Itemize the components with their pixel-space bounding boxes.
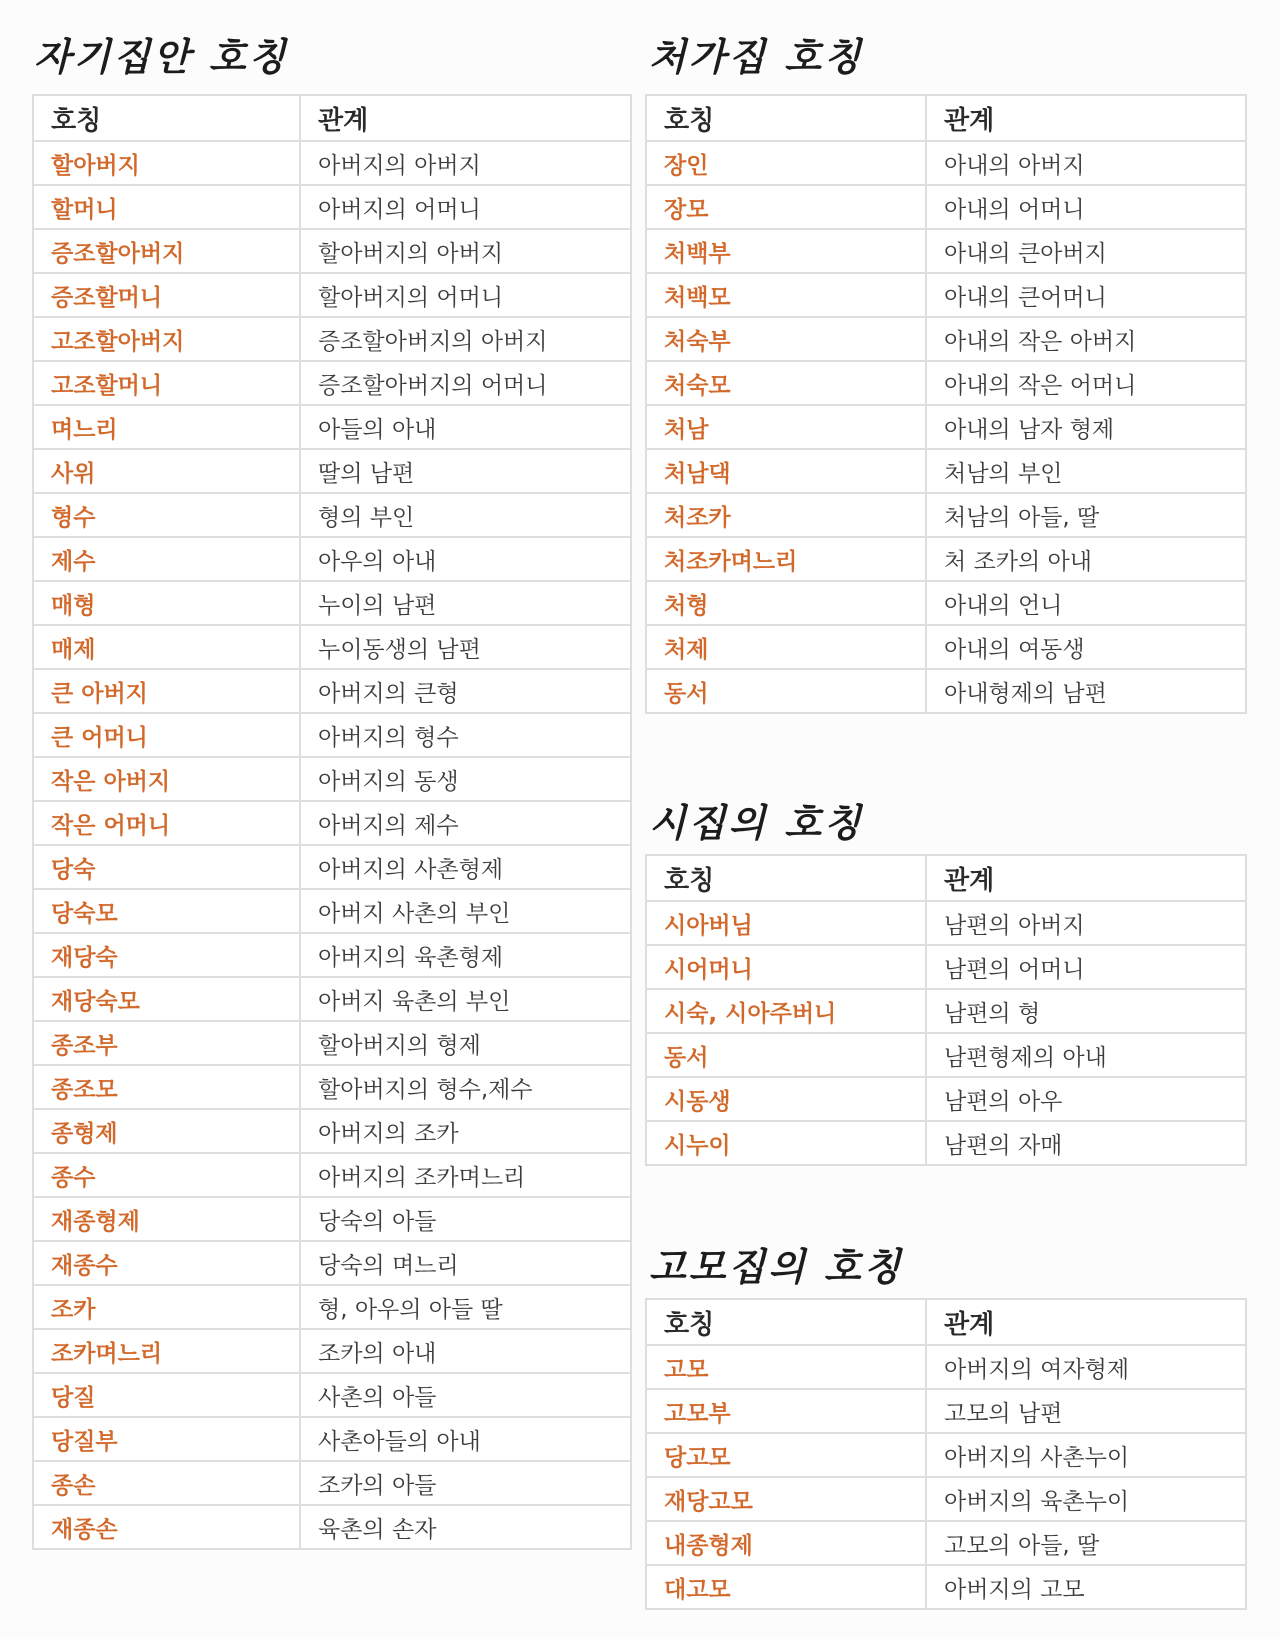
kinship-relation: 아내형제의 남편 — [926, 669, 1246, 713]
kinship-relation: 할아버지의 형수,제수 — [300, 1065, 631, 1109]
kinship-term: 매제 — [33, 625, 300, 669]
table-row — [646, 185, 1246, 229]
kinship-term: 처조카며느리 — [646, 537, 926, 581]
kinship-term: 장인 — [646, 141, 926, 185]
kinship-relation: 아내의 큰아버지 — [926, 229, 1246, 273]
kinship-table — [32, 94, 632, 1550]
table-row — [646, 1565, 1246, 1609]
section-title: 자기집안 호칭 — [34, 34, 289, 79]
header-relation: 관계 — [300, 95, 631, 141]
kinship-term: 재종손 — [33, 1505, 300, 1549]
kinship-term: 장모 — [646, 185, 926, 229]
table-row — [33, 1373, 631, 1417]
table-row — [33, 757, 631, 801]
kinship-relation: 고모의 남편 — [926, 1389, 1246, 1433]
table-row — [646, 581, 1246, 625]
kinship-term: 처남댁 — [646, 449, 926, 493]
kinship-relation: 증조할아버지의 아버지 — [300, 317, 631, 361]
kinship-term: 증조할머니 — [33, 273, 300, 317]
kinship-table — [645, 94, 1247, 714]
kinship-relation: 당숙의 며느리 — [300, 1241, 631, 1285]
kinship-term: 종조모 — [33, 1065, 300, 1109]
table-row — [33, 1197, 631, 1241]
kinship-term: 고조할머니 — [33, 361, 300, 405]
table-row — [33, 493, 631, 537]
kinship-relation: 아버지의 형수 — [300, 713, 631, 757]
kinship-term: 처백부 — [646, 229, 926, 273]
table-row — [33, 933, 631, 977]
table-row — [33, 537, 631, 581]
table-row — [646, 1389, 1246, 1433]
section-title: 처가집 호칭 — [649, 34, 864, 79]
kinship-term: 처남 — [646, 405, 926, 449]
kinship-term: 큰 어머니 — [33, 713, 300, 757]
table-row — [33, 1417, 631, 1461]
kinship-relation: 할아버지의 형제 — [300, 1021, 631, 1065]
kinship-relation: 남편의 어머니 — [926, 945, 1246, 989]
table-row — [33, 1285, 631, 1329]
table-row — [646, 989, 1246, 1033]
kinship-term: 재종형제 — [33, 1197, 300, 1241]
kinship-term: 작은 어머니 — [33, 801, 300, 845]
kinship-relation: 형, 아우의 아들 딸 — [300, 1285, 631, 1329]
kinship-term: 재당숙모 — [33, 977, 300, 1021]
kinship-relation: 남편형제의 아내 — [926, 1033, 1246, 1077]
table-row — [646, 493, 1246, 537]
kinship-relation: 아버지의 어머니 — [300, 185, 631, 229]
kinship-term: 고조할아버지 — [33, 317, 300, 361]
kinship-term: 사위 — [33, 449, 300, 493]
kinship-term: 처형 — [646, 581, 926, 625]
table-row — [33, 1461, 631, 1505]
kinship-term: 동서 — [646, 1033, 926, 1077]
kinship-term: 증조할아버지 — [33, 229, 300, 273]
kinship-term: 매형 — [33, 581, 300, 625]
table-row — [33, 1109, 631, 1153]
header-relation: 관계 — [926, 1299, 1246, 1345]
kinship-relation: 아버지의 사촌누이 — [926, 1433, 1246, 1477]
header-term: 호칭 — [33, 95, 300, 141]
kinship-relation: 아버지 사촌의 부인 — [300, 889, 631, 933]
table-row — [33, 889, 631, 933]
table-row — [33, 1505, 631, 1549]
kinship-relation: 아내의 작은 아버지 — [926, 317, 1246, 361]
kinship-term: 당고모 — [646, 1433, 926, 1477]
table-row — [646, 141, 1246, 185]
kinship-relation: 아내의 큰어머니 — [926, 273, 1246, 317]
table-row — [646, 1033, 1246, 1077]
table-row — [646, 229, 1246, 273]
kinship-term: 당숙 — [33, 845, 300, 889]
kinship-relation: 남편의 자매 — [926, 1121, 1246, 1165]
table-row — [33, 581, 631, 625]
kinship-relation: 아버지의 사촌형제 — [300, 845, 631, 889]
table-row — [646, 669, 1246, 713]
kinship-relation: 아버지의 고모 — [926, 1565, 1246, 1609]
kinship-relation: 아내의 어머니 — [926, 185, 1246, 229]
kinship-relation: 증조할아버지의 어머니 — [300, 361, 631, 405]
table-row — [33, 317, 631, 361]
kinship-term: 종형제 — [33, 1109, 300, 1153]
header-term: 호칭 — [646, 95, 926, 141]
table-row — [33, 361, 631, 405]
kinship-relation: 아버지의 육촌형제 — [300, 933, 631, 977]
kinship-relation: 처남의 아들, 딸 — [926, 493, 1246, 537]
kinship-relation: 남편의 아버지 — [926, 901, 1246, 945]
table-body — [646, 901, 1246, 1165]
kinship-relation: 아버지의 동생 — [300, 757, 631, 801]
kinship-relation: 처 조카의 아내 — [926, 537, 1246, 581]
kinship-term: 할아버지 — [33, 141, 300, 185]
section-title: 시집의 호칭 — [649, 800, 864, 845]
kinship-relation: 아내의 남자 형제 — [926, 405, 1246, 449]
kinship-term: 며느리 — [33, 405, 300, 449]
kinship-relation: 당숙의 아들 — [300, 1197, 631, 1241]
table-row — [646, 1345, 1246, 1389]
kinship-relation: 누이동생의 남편 — [300, 625, 631, 669]
kinship-term: 조카 — [33, 1285, 300, 1329]
table-header-row — [646, 95, 1246, 141]
table-row — [646, 945, 1246, 989]
table-row — [33, 449, 631, 493]
table-row — [33, 977, 631, 1021]
table-row — [646, 625, 1246, 669]
kinship-table — [645, 854, 1247, 1166]
table-row — [646, 537, 1246, 581]
table-row — [646, 901, 1246, 945]
kinship-term: 시아버님 — [646, 901, 926, 945]
kinship-relation: 딸의 남편 — [300, 449, 631, 493]
kinship-relation: 누이의 남편 — [300, 581, 631, 625]
table-row — [33, 405, 631, 449]
table-row — [646, 1477, 1246, 1521]
kinship-term: 고모부 — [646, 1389, 926, 1433]
kinship-term: 당숙모 — [33, 889, 300, 933]
table-row — [646, 405, 1246, 449]
section-title: 고모집의 호칭 — [649, 1244, 904, 1289]
kinship-term: 재종수 — [33, 1241, 300, 1285]
table-row — [33, 713, 631, 757]
table-row — [33, 141, 631, 185]
kinship-term: 할머니 — [33, 185, 300, 229]
table-row — [33, 1021, 631, 1065]
header-relation: 관계 — [926, 95, 1246, 141]
table-row — [33, 1153, 631, 1197]
table-row — [646, 1121, 1246, 1165]
kinship-relation: 아내의 작은 어머니 — [926, 361, 1246, 405]
kinship-term: 시동생 — [646, 1077, 926, 1121]
kinship-term: 시숙, 시아주버니 — [646, 989, 926, 1033]
kinship-relation: 아버지의 여자형제 — [926, 1345, 1246, 1389]
kinship-term: 동서 — [646, 669, 926, 713]
kinship-term: 형수 — [33, 493, 300, 537]
kinship-term: 처백모 — [646, 273, 926, 317]
kinship-term: 고모 — [646, 1345, 926, 1389]
kinship-term: 당질 — [33, 1373, 300, 1417]
kinship-term: 처조카 — [646, 493, 926, 537]
table-body — [33, 141, 631, 1549]
table-row — [33, 1241, 631, 1285]
kinship-relation: 할아버지의 어머니 — [300, 273, 631, 317]
kinship-relation: 남편의 아우 — [926, 1077, 1246, 1121]
table-row — [646, 1077, 1246, 1121]
kinship-relation: 아들의 아내 — [300, 405, 631, 449]
kinship-relation: 남편의 형 — [926, 989, 1246, 1033]
kinship-term: 종손 — [33, 1461, 300, 1505]
table-row — [646, 273, 1246, 317]
kinship-term: 처숙부 — [646, 317, 926, 361]
kinship-term: 처숙모 — [646, 361, 926, 405]
header-relation: 관계 — [926, 855, 1246, 901]
header-term: 호칭 — [646, 855, 926, 901]
kinship-term: 처제 — [646, 625, 926, 669]
kinship-term: 종조부 — [33, 1021, 300, 1065]
kinship-term: 조카며느리 — [33, 1329, 300, 1373]
kinship-term: 제수 — [33, 537, 300, 581]
table-row — [33, 625, 631, 669]
kinship-term: 시누이 — [646, 1121, 926, 1165]
kinship-table — [645, 1298, 1247, 1610]
table-row — [33, 801, 631, 845]
table-row — [646, 361, 1246, 405]
kinship-term: 작은 아버지 — [33, 757, 300, 801]
kinship-relation: 형의 부인 — [300, 493, 631, 537]
table-row — [33, 1065, 631, 1109]
kinship-relation: 처남의 부인 — [926, 449, 1246, 493]
kinship-relation: 아버지 육촌의 부인 — [300, 977, 631, 1021]
kinship-relation: 아버지의 제수 — [300, 801, 631, 845]
table-header-row — [33, 95, 631, 141]
table-row — [33, 669, 631, 713]
kinship-term: 시어머니 — [646, 945, 926, 989]
kinship-relation: 조카의 아들 — [300, 1461, 631, 1505]
table-row — [33, 1329, 631, 1373]
kinship-relation: 아내의 언니 — [926, 581, 1246, 625]
kinship-relation: 아버지의 육촌누이 — [926, 1477, 1246, 1521]
kinship-term: 큰 아버지 — [33, 669, 300, 713]
kinship-relation: 아버지의 조카며느리 — [300, 1153, 631, 1197]
kinship-relation: 아내의 여동생 — [926, 625, 1246, 669]
kinship-relation: 아우의 아내 — [300, 537, 631, 581]
kinship-relation: 사촌아들의 아내 — [300, 1417, 631, 1461]
table-header-row — [646, 1299, 1246, 1345]
kinship-relation: 할아버지의 아버지 — [300, 229, 631, 273]
kinship-relation: 고모의 아들, 딸 — [926, 1521, 1246, 1565]
table-row — [33, 229, 631, 273]
kinship-term: 재당고모 — [646, 1477, 926, 1521]
table-row — [646, 449, 1246, 493]
kinship-relation: 아버지의 아버지 — [300, 141, 631, 185]
table-row — [33, 185, 631, 229]
table-row — [646, 1521, 1246, 1565]
table-row — [33, 273, 631, 317]
kinship-term: 당질부 — [33, 1417, 300, 1461]
table-header-row — [646, 855, 1246, 901]
kinship-term: 재당숙 — [33, 933, 300, 977]
table-row — [33, 845, 631, 889]
kinship-relation: 사촌의 아들 — [300, 1373, 631, 1417]
kinship-relation: 조카의 아내 — [300, 1329, 631, 1373]
kinship-relation: 육촌의 손자 — [300, 1505, 631, 1549]
table-row — [646, 1433, 1246, 1477]
table-body — [646, 141, 1246, 713]
kinship-term: 종수 — [33, 1153, 300, 1197]
kinship-relation: 아버지의 큰형 — [300, 669, 631, 713]
kinship-term: 내종형제 — [646, 1521, 926, 1565]
header-term: 호칭 — [646, 1299, 926, 1345]
table-row — [646, 317, 1246, 361]
kinship-relation: 아버지의 조카 — [300, 1109, 631, 1153]
kinship-term: 대고모 — [646, 1565, 926, 1609]
kinship-relation: 아내의 아버지 — [926, 141, 1246, 185]
table-body — [646, 1345, 1246, 1609]
